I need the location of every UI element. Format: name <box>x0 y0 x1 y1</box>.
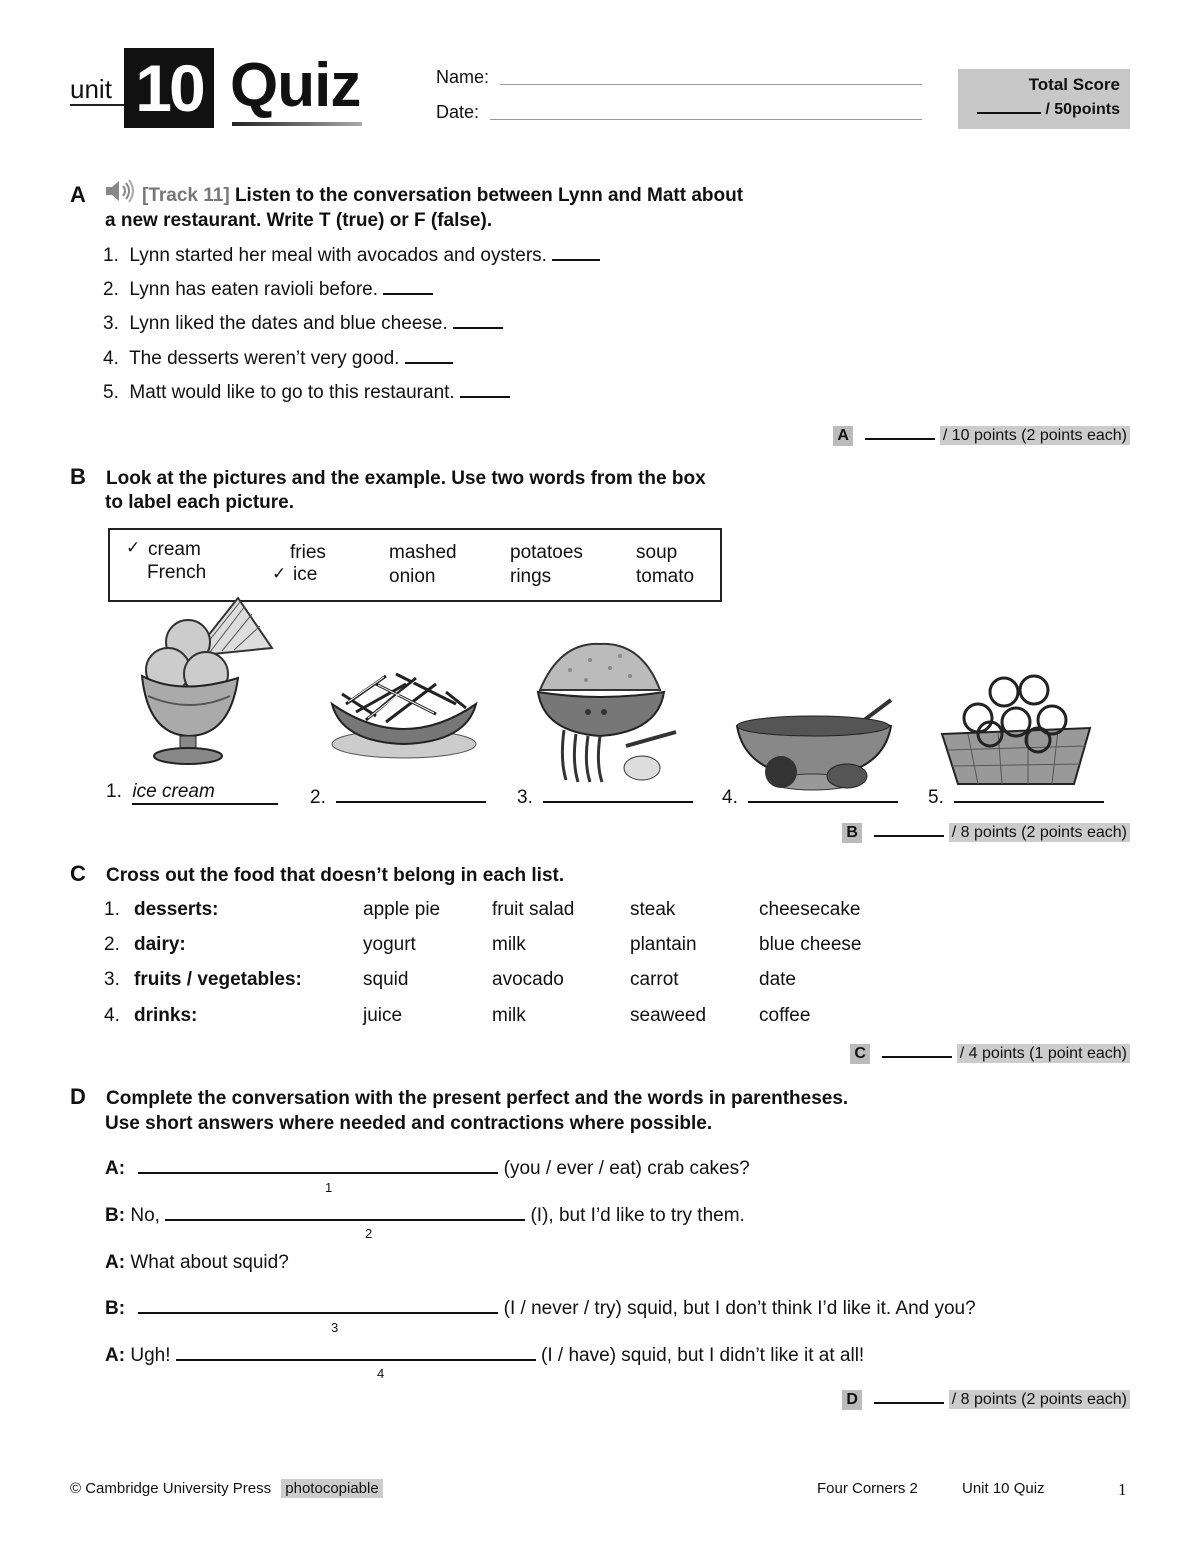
section-a-letter: A <box>70 182 86 207</box>
track-label: [Track 11] <box>142 185 230 206</box>
list-item <box>103 348 453 370</box>
speaker-label: A: <box>105 1158 126 1179</box>
total-score-box <box>958 69 1130 129</box>
food-word[interactable]: plantain <box>630 934 697 955</box>
answer-blank[interactable] <box>383 293 433 295</box>
section-d-instruction-1: Complete the conversation with the present perfect and the words in parentheses. <box>106 1088 849 1109</box>
dialogue-text: Ugh! <box>130 1345 171 1366</box>
name-label: Name: <box>436 67 490 87</box>
unit-label: unit <box>70 74 112 104</box>
blank-number: 1 <box>325 1180 333 1195</box>
unit-number: 10 <box>124 48 214 128</box>
answer-blank[interactable] <box>176 1359 536 1361</box>
dialogue-text: (you / ever / eat) crab cakes? <box>503 1158 750 1179</box>
word-box-word: soup <box>636 542 678 563</box>
row-category: drinks: <box>134 1005 198 1026</box>
footer-unit: Unit 10 Quiz <box>962 1480 1045 1497</box>
answer-blank[interactable] <box>552 259 600 261</box>
word-box-word: tomato <box>636 566 695 587</box>
food-word[interactable]: steak <box>630 899 676 920</box>
picture-number: 2. <box>310 787 326 808</box>
food-word[interactable]: blue cheese <box>759 934 862 955</box>
item-text: The desserts weren’t very good. <box>129 348 400 369</box>
row-number: 1. <box>104 899 120 920</box>
row-number: 2. <box>104 934 120 955</box>
score-tag: A <box>833 426 853 446</box>
word-box-word: potatoes <box>510 542 583 563</box>
item-number: 3. <box>103 313 119 334</box>
item-number: 2. <box>103 279 119 300</box>
french-fries-picture <box>326 664 481 769</box>
photocopiable-badge: photocopiable <box>281 1479 382 1498</box>
score-tag: D <box>842 1390 862 1410</box>
item-number: 4. <box>103 348 119 369</box>
food-word[interactable]: cheesecake <box>759 899 861 920</box>
score-blank[interactable] <box>882 1056 952 1058</box>
section-b-letter: B <box>70 464 86 489</box>
section-c-letter: C <box>70 861 86 886</box>
section-d-score <box>818 1390 1130 1410</box>
picture-answer-field[interactable] <box>748 781 898 803</box>
word-box-word: ice <box>293 564 318 585</box>
section-b-instruction-1: Look at the pictures and the example. Use two words from the box <box>106 468 706 489</box>
score-blank[interactable] <box>874 1402 944 1404</box>
food-word[interactable]: yogurt <box>363 934 416 955</box>
answer-blank[interactable] <box>138 1172 498 1174</box>
total-score-points <box>977 101 1120 119</box>
score-text: / 4 points (1 point each) <box>957 1044 1130 1063</box>
word-box-word: French <box>147 562 207 583</box>
item-text: Lynn has eaten ravioli before. <box>129 279 378 300</box>
section-a-instruction-2: a new restaurant. Write T (true) or F (false). <box>105 210 493 231</box>
check-mark: ✓ <box>272 564 287 583</box>
food-word[interactable]: squid <box>363 969 409 990</box>
answer-blank[interactable] <box>460 396 510 398</box>
dialogue-line <box>105 1158 750 1180</box>
picture-answer-field[interactable] <box>336 781 486 803</box>
picture-label-2 <box>310 781 486 809</box>
speaker-label: A: <box>105 1252 126 1273</box>
food-word[interactable]: date <box>759 969 796 990</box>
footer-copyright <box>70 1480 383 1497</box>
picture-label-1 <box>106 781 278 805</box>
check-mark: ✓ <box>126 538 141 557</box>
score-blank[interactable] <box>865 438 935 440</box>
date-label: Date: <box>436 102 480 122</box>
row-category: desserts: <box>134 899 219 920</box>
picture-answer-field[interactable] <box>954 781 1104 803</box>
answer-blank[interactable] <box>453 327 503 329</box>
row-category: dairy: <box>134 934 186 955</box>
row-number: 4. <box>104 1005 120 1026</box>
dialogue-line <box>105 1345 864 1367</box>
speaker-label: A: <box>105 1345 126 1366</box>
item-number: 1. <box>103 245 119 266</box>
dialogue-text: (I / have) squid, but I didn’t like it at all! <box>541 1345 865 1366</box>
section-c-score <box>818 1044 1130 1064</box>
dialogue-text: No, <box>130 1205 160 1226</box>
food-word[interactable]: carrot <box>630 969 679 990</box>
dialogue-line <box>105 1205 745 1227</box>
score-text: / 8 points (2 points each) <box>949 823 1130 842</box>
picture-label-4 <box>722 781 898 809</box>
copyright-text: © Cambridge University Press <box>70 1480 272 1497</box>
word-box-word: cream <box>148 539 201 560</box>
food-word[interactable]: apple pie <box>363 899 441 920</box>
food-word[interactable]: milk <box>492 934 526 955</box>
list-item <box>103 382 510 404</box>
item-text: Lynn started her meal with avocados and oysters. <box>129 245 547 266</box>
section-c-instruction: Cross out the food that doesn’t belong in each list. <box>106 865 565 886</box>
section-b-score <box>818 823 1130 843</box>
word-box-word: fries <box>290 542 326 563</box>
picture-number: 1. <box>106 781 122 802</box>
dialogue-text: (I), but I’d like to try them. <box>530 1205 745 1226</box>
onion-rings-picture <box>938 670 1098 795</box>
item-text: Matt would like to go to this restaurant. <box>129 382 455 403</box>
picture-label-5 <box>928 781 1104 809</box>
list-item <box>103 245 600 267</box>
total-score-title: Total Score <box>1028 75 1120 94</box>
unit-underline <box>70 104 130 106</box>
picture-number: 3. <box>517 787 533 808</box>
blank-number: 2 <box>365 1226 373 1241</box>
ice-cream-picture <box>130 596 280 776</box>
picture-answer-field[interactable]: ice cream <box>132 781 278 805</box>
word-box-word: mashed <box>389 542 457 563</box>
food-word[interactable]: fruit salad <box>492 899 575 920</box>
picture-label-3 <box>517 781 693 809</box>
answer-blank[interactable] <box>405 362 453 364</box>
total-score-points-text: / 50points <box>1045 101 1120 118</box>
blank-number: 3 <box>331 1320 339 1335</box>
quiz-title: Quiz <box>230 51 361 120</box>
item-number: 5. <box>103 382 119 403</box>
answer-blank[interactable] <box>165 1219 525 1221</box>
food-word[interactable]: juice <box>363 1005 403 1026</box>
score-text: / 10 points (2 points each) <box>940 426 1130 445</box>
food-word[interactable]: coffee <box>759 1005 811 1026</box>
section-b-instruction-2: to label each picture. <box>105 492 294 513</box>
speaker-label: B: <box>105 1205 126 1226</box>
section-a-instruction-text-1: Listen to the conversation between Lynn and Matt about <box>234 185 744 206</box>
dialogue-text: What about squid? <box>130 1252 289 1273</box>
footer-book: Four Corners 2 <box>817 1480 918 1497</box>
section-a-instruction-1 <box>142 183 743 208</box>
speaker-icon[interactable] <box>104 178 136 209</box>
mashed-potatoes-picture <box>530 640 680 790</box>
row-category: fruits / vegetables: <box>134 969 302 990</box>
total-score-blank[interactable] <box>977 112 1041 114</box>
score-tag: B <box>842 823 862 843</box>
word-box-word: onion <box>389 566 436 587</box>
dialogue-line <box>105 1252 289 1274</box>
food-word[interactable]: avocado <box>492 969 564 990</box>
picture-number: 4. <box>722 787 738 808</box>
list-item <box>103 313 503 335</box>
section-a-score <box>818 426 1130 446</box>
page-number: 1 <box>1118 1480 1127 1499</box>
row-number: 3. <box>104 969 120 990</box>
item-text: Lynn liked the dates and blue cheese. <box>129 313 448 334</box>
section-d-instruction-2: Use short answers where needed and contractions where possible. <box>105 1113 713 1134</box>
score-text: / 8 points (2 points each) <box>949 1390 1130 1409</box>
score-tag: C <box>850 1044 870 1064</box>
blank-number: 4 <box>377 1366 385 1381</box>
dialogue-text: (I / never / try) squid, but I don’t think I’d like it. And you? <box>503 1298 976 1319</box>
food-word[interactable]: milk <box>492 1005 526 1026</box>
food-word[interactable]: seaweed <box>630 1005 707 1026</box>
score-blank[interactable] <box>874 835 944 837</box>
picture-number: 5. <box>928 787 944 808</box>
word-box-word: rings <box>510 566 552 587</box>
dialogue-line <box>105 1298 976 1320</box>
date-field[interactable] <box>490 119 922 120</box>
name-field[interactable] <box>500 84 922 85</box>
section-d-letter: D <box>70 1084 86 1109</box>
speaker-label: B: <box>105 1298 126 1319</box>
answer-blank[interactable] <box>138 1312 498 1314</box>
picture-answer-field[interactable] <box>543 781 693 803</box>
list-item <box>103 279 433 301</box>
quiz-underline <box>232 122 362 126</box>
